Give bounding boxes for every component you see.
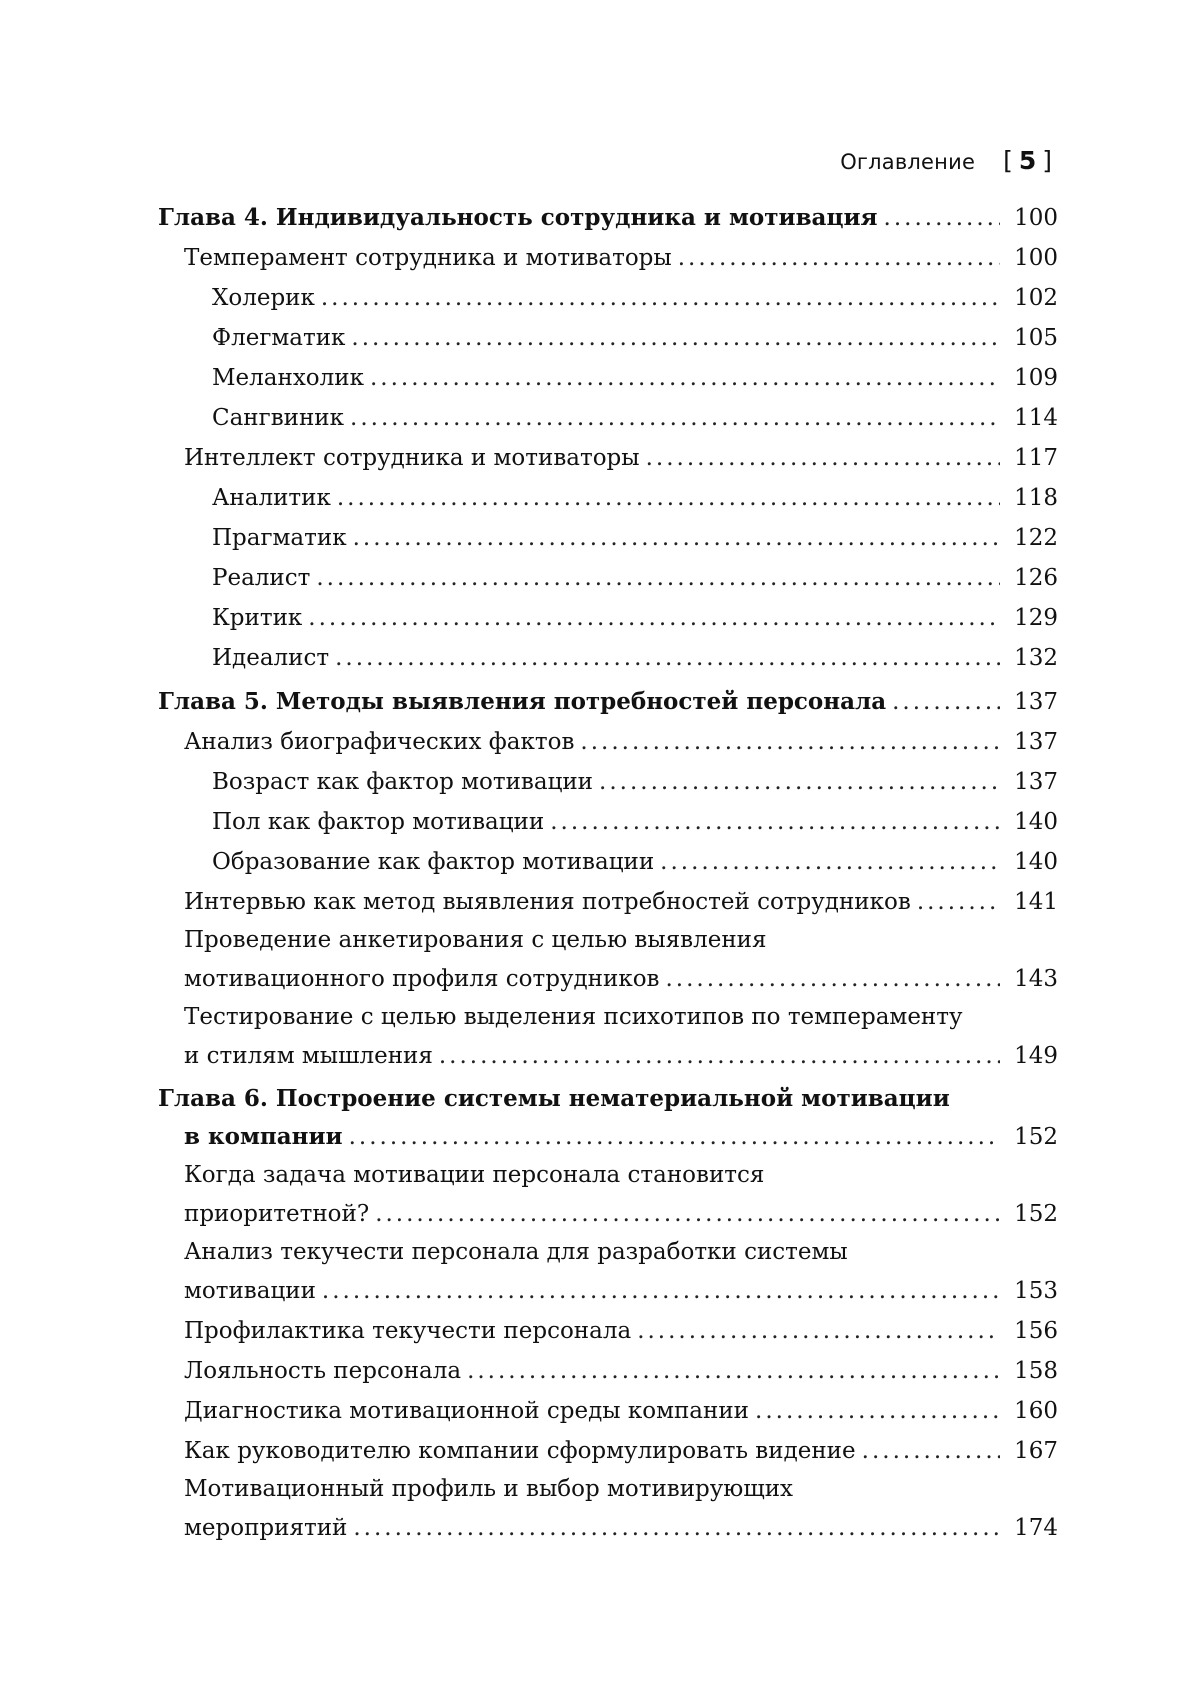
toc-entry-title-line1: Анализ текучести персонала для разработки системы — [184, 1239, 848, 1265]
toc-entry-page-number: 149 — [1014, 1043, 1058, 1069]
toc-entry-title-line1: Мотивационный профиль и выбор мотивирующих — [184, 1476, 794, 1502]
toc-entry-page-number: 137 — [1014, 729, 1058, 755]
toc-entry-page-number: 141 — [1014, 889, 1058, 915]
toc-entry-page-number: 109 — [1014, 365, 1058, 391]
toc-entry-title: Интеллект сотрудника и мотиваторы — [184, 445, 640, 471]
dot-leader — [353, 518, 1000, 558]
toc-entry-title: в компании — [184, 1123, 343, 1150]
toc-entry-title: мотивационного профиля сотрудников — [184, 966, 660, 992]
toc-chapter-entry — [158, 682, 1058, 722]
toc-entry-page-number: 118 — [1014, 485, 1058, 511]
toc-subsection-entry — [158, 558, 1058, 598]
dot-leader — [755, 1391, 1000, 1431]
toc-entry-title: Реалист — [212, 565, 311, 591]
toc-entry-title: мотивации — [184, 1278, 316, 1304]
toc-entry-title: Диагностика мотивационной среды компании — [184, 1398, 750, 1424]
dot-leader — [335, 638, 1000, 678]
toc-entry-page-number: 114 — [1014, 405, 1058, 431]
toc-entry-title: Холерик — [212, 285, 315, 311]
toc-section-entry — [158, 438, 1058, 478]
dot-leader — [349, 1117, 1000, 1157]
toc-entry-title: Прагматик — [212, 525, 347, 551]
toc-entry-title-line1: Тестирование с целью выделения психотипов по темпераменту — [184, 1004, 963, 1030]
toc-section-entry — [158, 722, 1058, 762]
page-number-value: 5 — [1018, 146, 1037, 175]
running-header — [840, 146, 1058, 175]
dot-leader — [353, 1508, 1000, 1548]
dot-leader — [550, 802, 1000, 842]
bracket-open: [ — [1003, 146, 1013, 175]
toc-entry-page-number: 153 — [1014, 1278, 1058, 1304]
dot-leader — [375, 1194, 1000, 1234]
toc-section-entry — [158, 999, 1058, 1076]
dot-leader — [370, 358, 1000, 398]
toc-entry-page-number: 152 — [1014, 1124, 1058, 1150]
toc-entry-page-number: 129 — [1014, 605, 1058, 631]
toc-entry-title: Возраст как фактор мотивации — [212, 769, 594, 795]
toc-chapter-entry — [158, 198, 1058, 238]
dot-leader — [321, 278, 1000, 318]
toc-entry-title: Темперамент сотрудника и мотиваторы — [184, 245, 672, 271]
toc-entry-page-number: 174 — [1014, 1515, 1058, 1541]
toc-entry-title: Интервью как метод выявления потребностей сотрудников — [184, 889, 911, 915]
dot-leader — [439, 1036, 1000, 1076]
toc-entry-title: Глава 4. Индивидуальность сотрудника и мотивация — [158, 204, 878, 231]
toc-entry-title: приоритетной? — [184, 1201, 370, 1227]
dot-leader — [678, 238, 1000, 278]
toc-entry-title-line1: Проведение анкетирования с целью выявления — [184, 927, 767, 953]
toc-entry-page-number: 137 — [1014, 769, 1058, 795]
toc-section-entry — [158, 922, 1058, 999]
dot-leader — [666, 959, 1001, 999]
dot-leader — [862, 1431, 1000, 1471]
toc-entry-title: Аналитик — [212, 485, 331, 511]
toc-entry-page-number: 100 — [1014, 205, 1058, 231]
toc-entry-page-number: 156 — [1014, 1318, 1058, 1344]
dot-leader — [308, 598, 1000, 638]
toc-subsection-entry — [158, 598, 1058, 638]
dot-leader — [350, 398, 1000, 438]
dot-leader — [467, 1351, 1000, 1391]
toc-subsection-entry — [158, 638, 1058, 678]
toc-section-entry — [158, 1391, 1058, 1431]
toc-entry-title: Флегматик — [212, 325, 346, 351]
toc-entry-page-number: 140 — [1014, 849, 1058, 875]
toc-section-entry — [158, 1351, 1058, 1391]
toc-entry-title: Глава 5. Методы выявления потребностей персонала — [158, 688, 887, 715]
toc-section-entry — [158, 238, 1058, 278]
toc-entry-title: и стилям мышления — [184, 1043, 433, 1069]
bracket-close: ] — [1042, 146, 1052, 175]
dot-leader — [351, 318, 1000, 358]
page-number — [997, 146, 1058, 175]
dot-leader — [599, 762, 1000, 802]
toc-entry-title: Критик — [212, 605, 303, 631]
toc-entry-title: Идеалист — [212, 645, 330, 671]
toc-entry-page-number: 102 — [1014, 285, 1058, 311]
dot-leader — [637, 1311, 1000, 1351]
toc-subsection-entry — [158, 802, 1058, 842]
toc-subsection-entry — [158, 278, 1058, 318]
dot-leader — [580, 722, 1000, 762]
dot-leader — [892, 682, 1000, 722]
toc-section-entry — [158, 1471, 1058, 1548]
toc-section-entry — [158, 882, 1058, 922]
dot-leader — [660, 842, 1000, 882]
toc-entry-page-number: 152 — [1014, 1201, 1058, 1227]
toc-entry-page-number: 132 — [1014, 645, 1058, 671]
toc-entry-page-number: 126 — [1014, 565, 1058, 591]
toc-subsection-entry — [158, 398, 1058, 438]
toc-subsection-entry — [158, 318, 1058, 358]
toc-entry-page-number: 100 — [1014, 245, 1058, 271]
toc-entry-title: Пол как фактор мотивации — [212, 809, 545, 835]
toc-entry-title: Сангвиник — [212, 405, 345, 431]
dot-leader — [917, 882, 1000, 922]
toc-section-entry — [158, 1431, 1058, 1471]
toc-chapter-entry — [158, 1080, 1058, 1157]
dot-leader — [316, 558, 1000, 598]
toc-entry-title-line1: Когда задача мотивации персонала становится — [184, 1162, 765, 1188]
toc-subsection-entry — [158, 358, 1058, 398]
toc-subsection-entry — [158, 762, 1058, 802]
toc-section-entry — [158, 1234, 1058, 1311]
toc-entry-page-number: 158 — [1014, 1358, 1058, 1384]
dot-leader — [322, 1271, 1000, 1311]
toc-entry-title: Профилактика текучести персонала — [184, 1318, 632, 1344]
toc-entry-title-line1: Глава 6. Построение системы нематериальной мотивации — [158, 1085, 950, 1112]
toc-section-entry — [158, 1311, 1058, 1351]
toc-section-entry — [158, 1157, 1058, 1234]
toc-entry-page-number: 122 — [1014, 525, 1058, 551]
toc-subsection-entry — [158, 518, 1058, 558]
toc-subsection-entry — [158, 478, 1058, 518]
running-title: Оглавление — [840, 150, 976, 174]
toc-entry-page-number: 143 — [1014, 966, 1058, 992]
toc-entry-title: Как руководителю компании сформулировать видение — [184, 1438, 856, 1464]
toc-entry-page-number: 167 — [1014, 1438, 1058, 1464]
toc-entry-page-number: 160 — [1014, 1398, 1058, 1424]
toc-entry-page-number: 137 — [1014, 689, 1058, 715]
toc-entry-title: Лояльность персонала — [184, 1358, 462, 1384]
toc-entry-title: Образование как фактор мотивации — [212, 849, 655, 875]
dot-leader — [646, 438, 1000, 478]
toc-entry-page-number: 117 — [1014, 445, 1058, 471]
dot-leader — [337, 478, 1000, 518]
table-of-contents — [158, 198, 1058, 1548]
toc-entry-title: Меланхолик — [212, 365, 364, 391]
toc-subsection-entry — [158, 842, 1058, 882]
toc-entry-title: Анализ биографических фактов — [184, 729, 575, 755]
dot-leader — [884, 198, 1000, 238]
toc-entry-title: мероприятий — [184, 1515, 348, 1541]
toc-entry-page-number: 140 — [1014, 809, 1058, 835]
toc-entry-page-number: 105 — [1014, 325, 1058, 351]
